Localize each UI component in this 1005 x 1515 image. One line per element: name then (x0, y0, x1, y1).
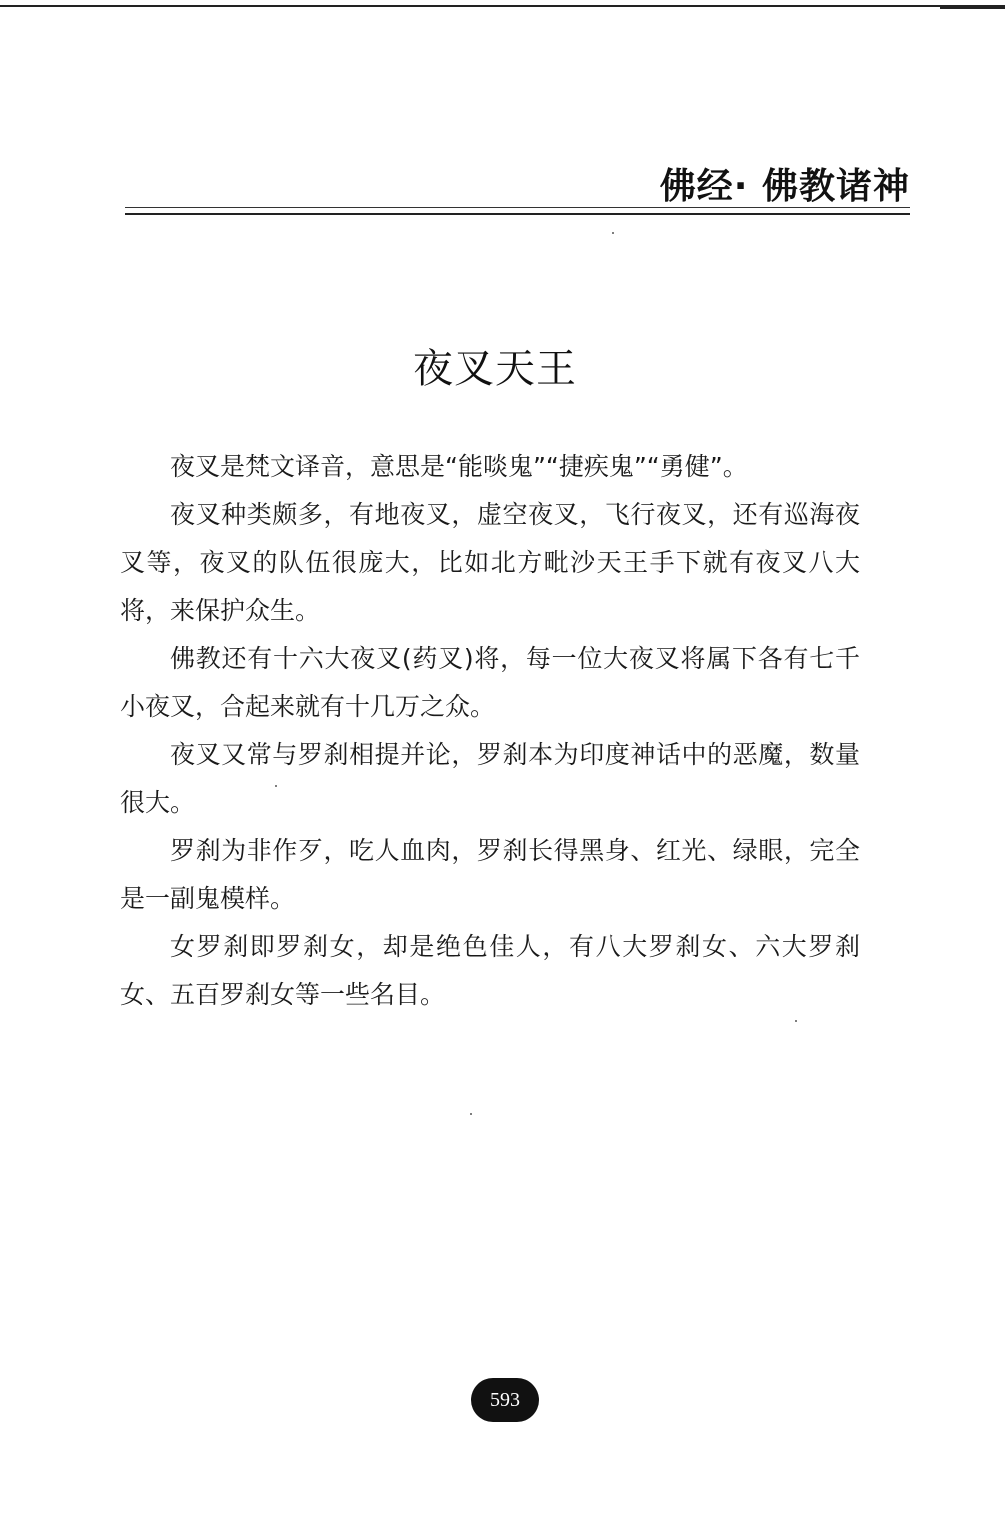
top-border-rule (0, 5, 1005, 7)
paragraph: 女罗刹即罗刹女，却是绝色佳人，有八大罗刹女、六大罗刹女、五百罗刹女等一些名目。 (120, 932, 860, 1009)
scan-speck (470, 1113, 472, 1115)
paragraph: 佛教还有十六大夜叉(药叉)将，每一位大夜叉将属下各有七千小夜叉，合起来就有十几万之众。 (120, 644, 860, 721)
paragraph: 夜叉种类颇多，有地夜叉，虚空夜叉，飞行夜叉，还有巡海夜叉等，夜叉的队伍很庞大，比如北方毗沙天王手下就有夜叉八大将，来保护众生。 (120, 500, 860, 625)
paragraph: 罗刹为非作歹，吃人血肉，罗刹长得黑身、红光、绿眼，完全是一副鬼模样。 (120, 836, 860, 913)
paragraph: 夜叉又常与罗刹相提并论，罗刹本为印度神话中的恶魔，数量很大。 (120, 740, 860, 817)
paragraph: 夜叉是梵文译音，意思是“能啖鬼”“捷疾鬼”“勇健”。 (170, 452, 748, 481)
scan-speck (795, 1020, 797, 1022)
header-rule-thin (125, 207, 910, 208)
article-body (120, 443, 860, 1019)
scan-speck (612, 232, 614, 234)
running-header: 佛经· 佛教诸神 (659, 166, 910, 207)
page-number-badge: 593 (471, 1378, 539, 1422)
header-rule-thick (125, 213, 910, 215)
article-title: 夜叉天王 (413, 345, 577, 392)
scan-speck (275, 785, 277, 787)
top-border-rule-right (940, 7, 1005, 9)
